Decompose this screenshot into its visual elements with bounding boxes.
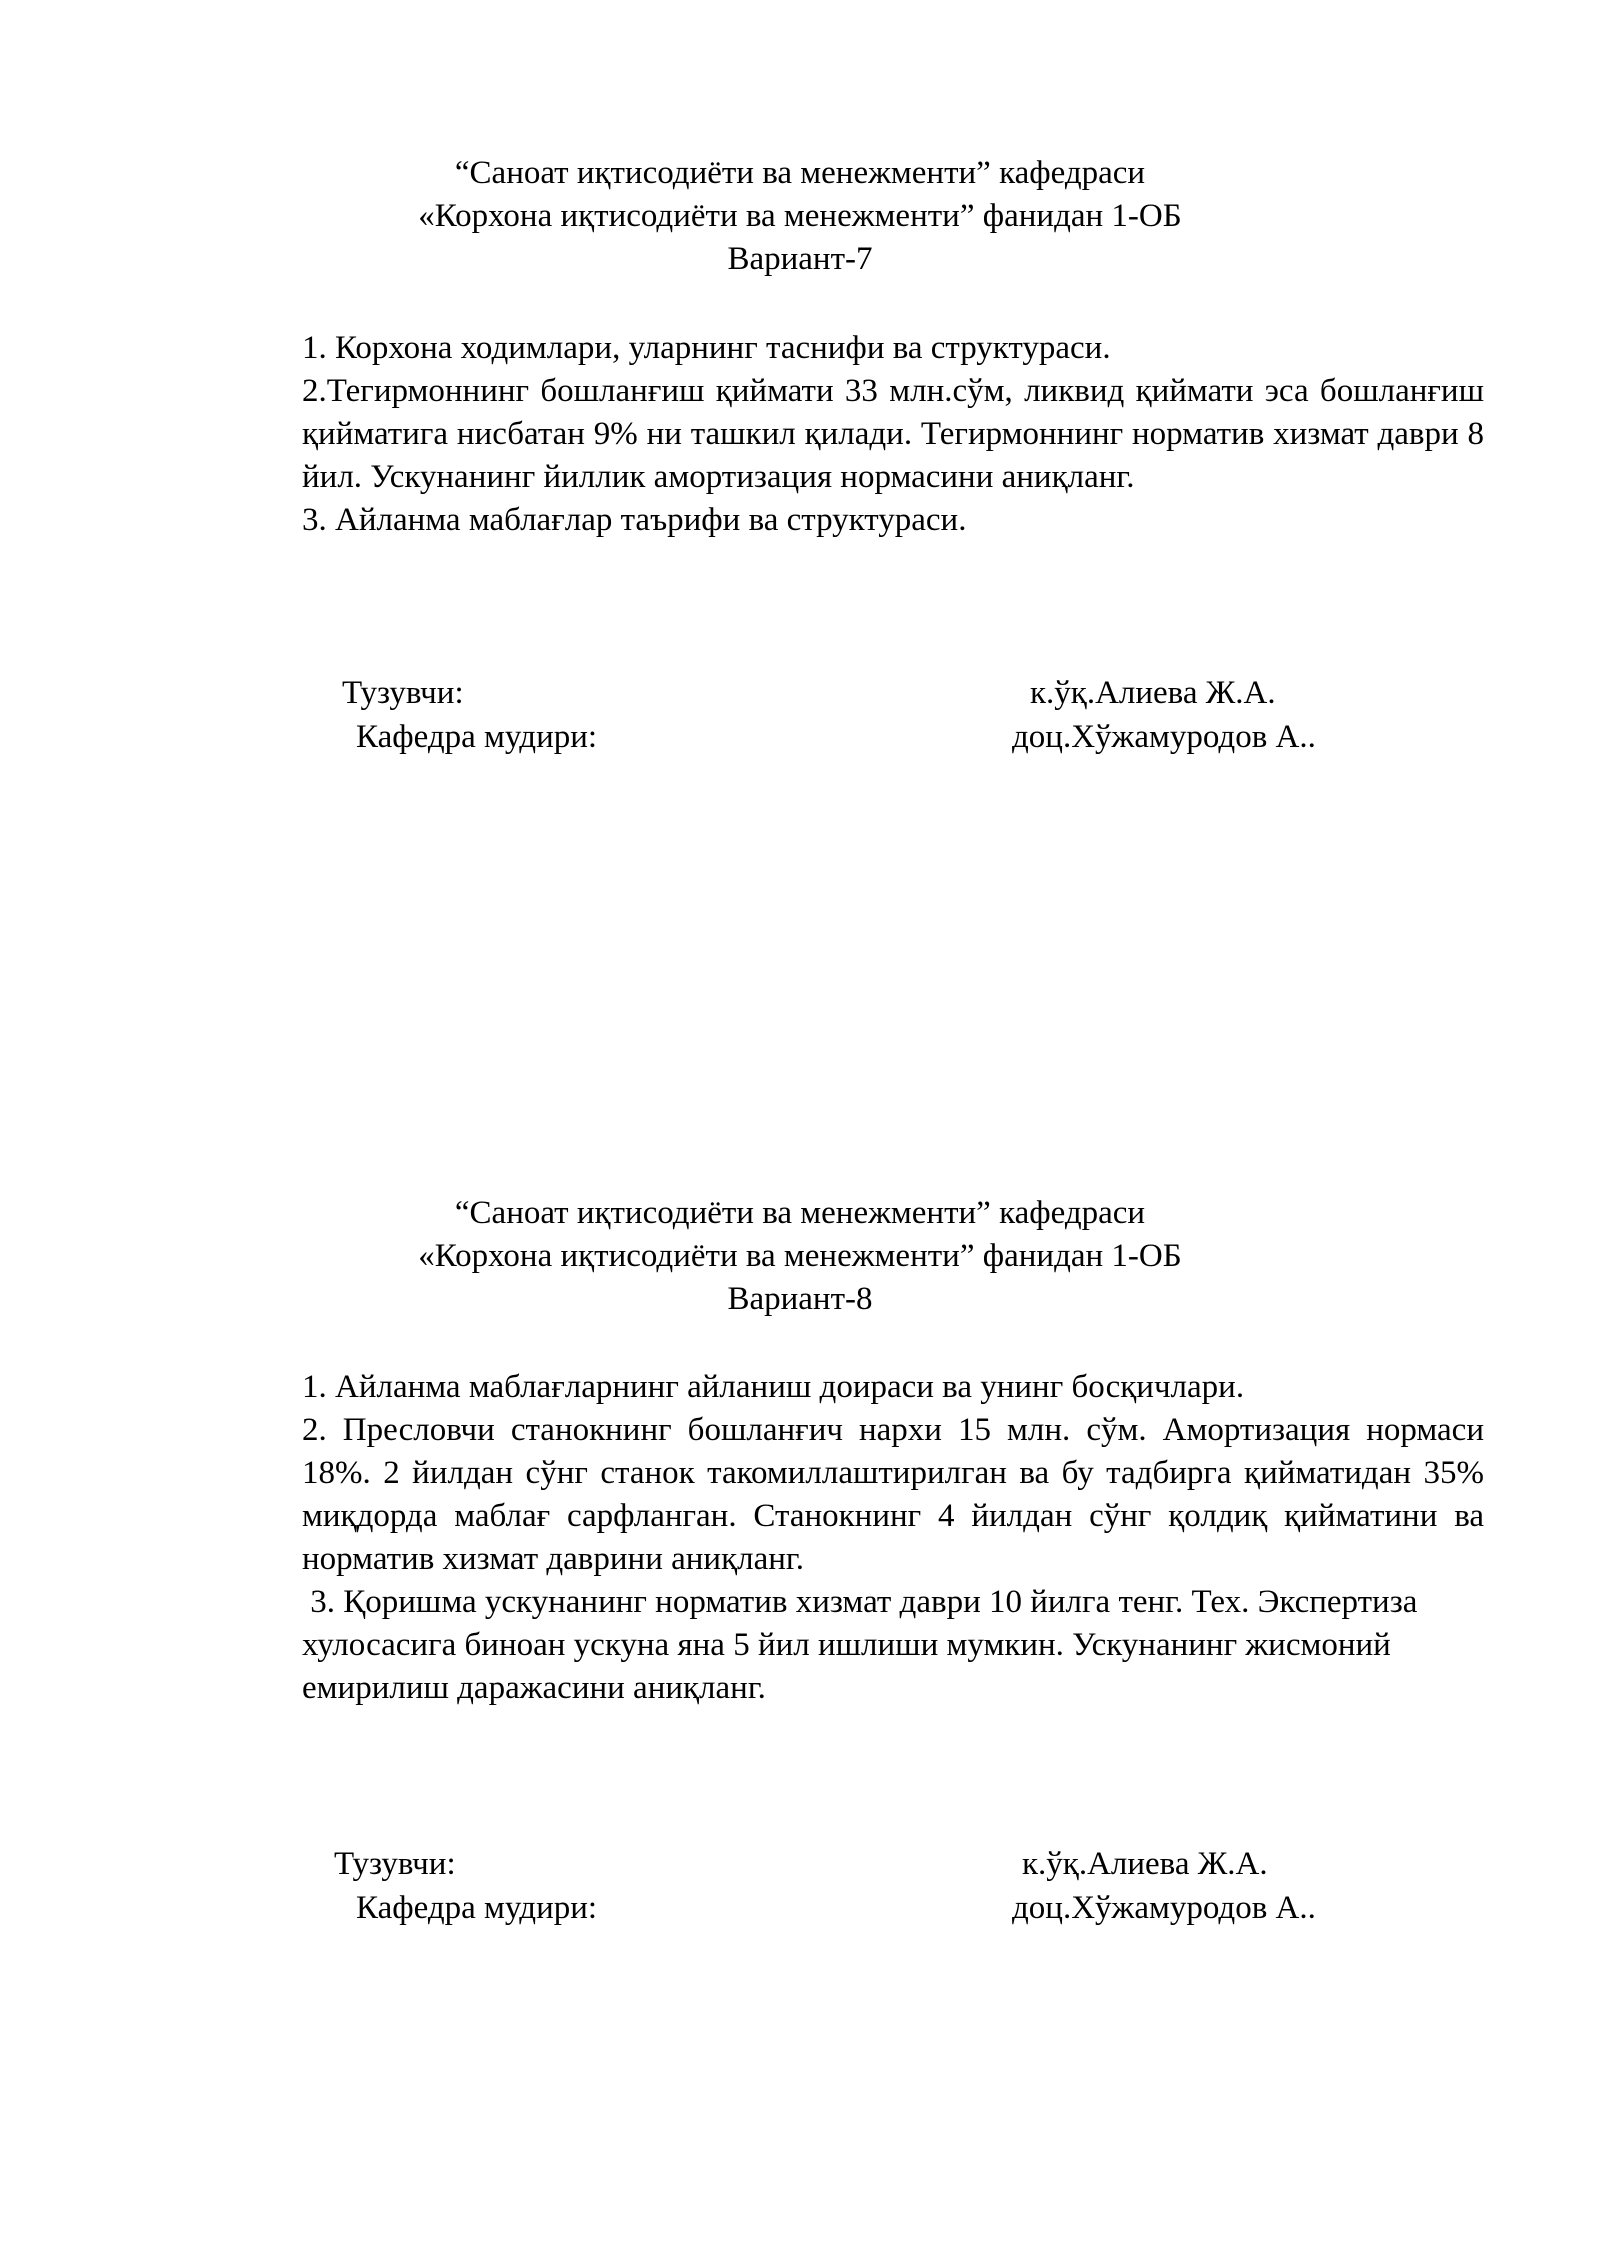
question-1: 1. Айланма маблағларнинг айланиш доираси ва унинг босқичлари. bbox=[302, 1369, 1245, 1405]
head-label: Кафедра мудири: bbox=[356, 719, 598, 755]
question-3: 3. Қоришма ускунанинг норматив хизмат даври 10 йилга тенг. Тех. Экспертиза хулосасига биноан ускуна яна 5 йил ишлиши мумкин. Ускунанинг жисмоний емирилиш даражасини аниқланг. bbox=[302, 1584, 1426, 1706]
compiler-label: Тузувчи: bbox=[334, 1846, 456, 1882]
compiler-name: к.ўқ.Алиева Ж.А. bbox=[1022, 1846, 1268, 1882]
question-list bbox=[302, 327, 1484, 542]
compiler-name: к.ўқ.Алиева Ж.А. bbox=[1030, 675, 1276, 711]
question-3: 3. Айланма маблағлар таърифи ва структураси. bbox=[302, 502, 967, 538]
variant-header bbox=[0, 152, 1600, 281]
variant-title: Вариант-7 bbox=[727, 241, 873, 277]
subject-title: «Корхона иқтисодиёти ва менежменти” фанидан 1-ОБ bbox=[418, 198, 1182, 234]
question-2: 2. Пресловчи станокнинг бошланғич нархи 15 млн. сўм. Амортизация нормаси 18%. 2 йилдан сўнг станок такомиллаштирилган ва бу тадбирга қийматидан 35% миқдорда маблағ сарфланган. Станокнинг 4 йилдан сўнг қолдиқ қийматини ва норматив хизмат даврини аниқланг. bbox=[302, 1412, 1484, 1577]
subject-title: «Корхона иқтисодиёти ва менежменти” фанидан 1-ОБ bbox=[418, 1238, 1182, 1274]
question-list bbox=[302, 1366, 1484, 1710]
variant-title: Вариант-8 bbox=[727, 1281, 873, 1317]
head-name: доц.Хўжамуродов А.. bbox=[1012, 719, 1316, 755]
department-title: “Саноат иқтисодиёти ва менежменти” кафедраси bbox=[454, 1195, 1146, 1231]
compiler-label: Тузувчи: bbox=[342, 675, 464, 711]
head-name: доц.Хўжамуродов А.. bbox=[1012, 1890, 1316, 1926]
variant-header bbox=[0, 1192, 1600, 1321]
question-1: 1. Корхона ходимлари, уларнинг таснифи ва структураси. bbox=[302, 330, 1111, 366]
department-title: “Саноат иқтисодиёти ва менежменти” кафедраси bbox=[454, 155, 1146, 191]
question-2: 2.Тегирмоннинг бошланғиш қиймати 33 млн.сўм, ликвид қиймати эса бошланғиш қийматига нисбатан 9% ни ташкил қилади. Тегирмоннинг норматив хизмат даври 8 йил. Ускунанинг йиллик амортизация нормасини аниқланг. bbox=[302, 373, 1484, 495]
head-label: Кафедра мудири: bbox=[356, 1890, 598, 1926]
